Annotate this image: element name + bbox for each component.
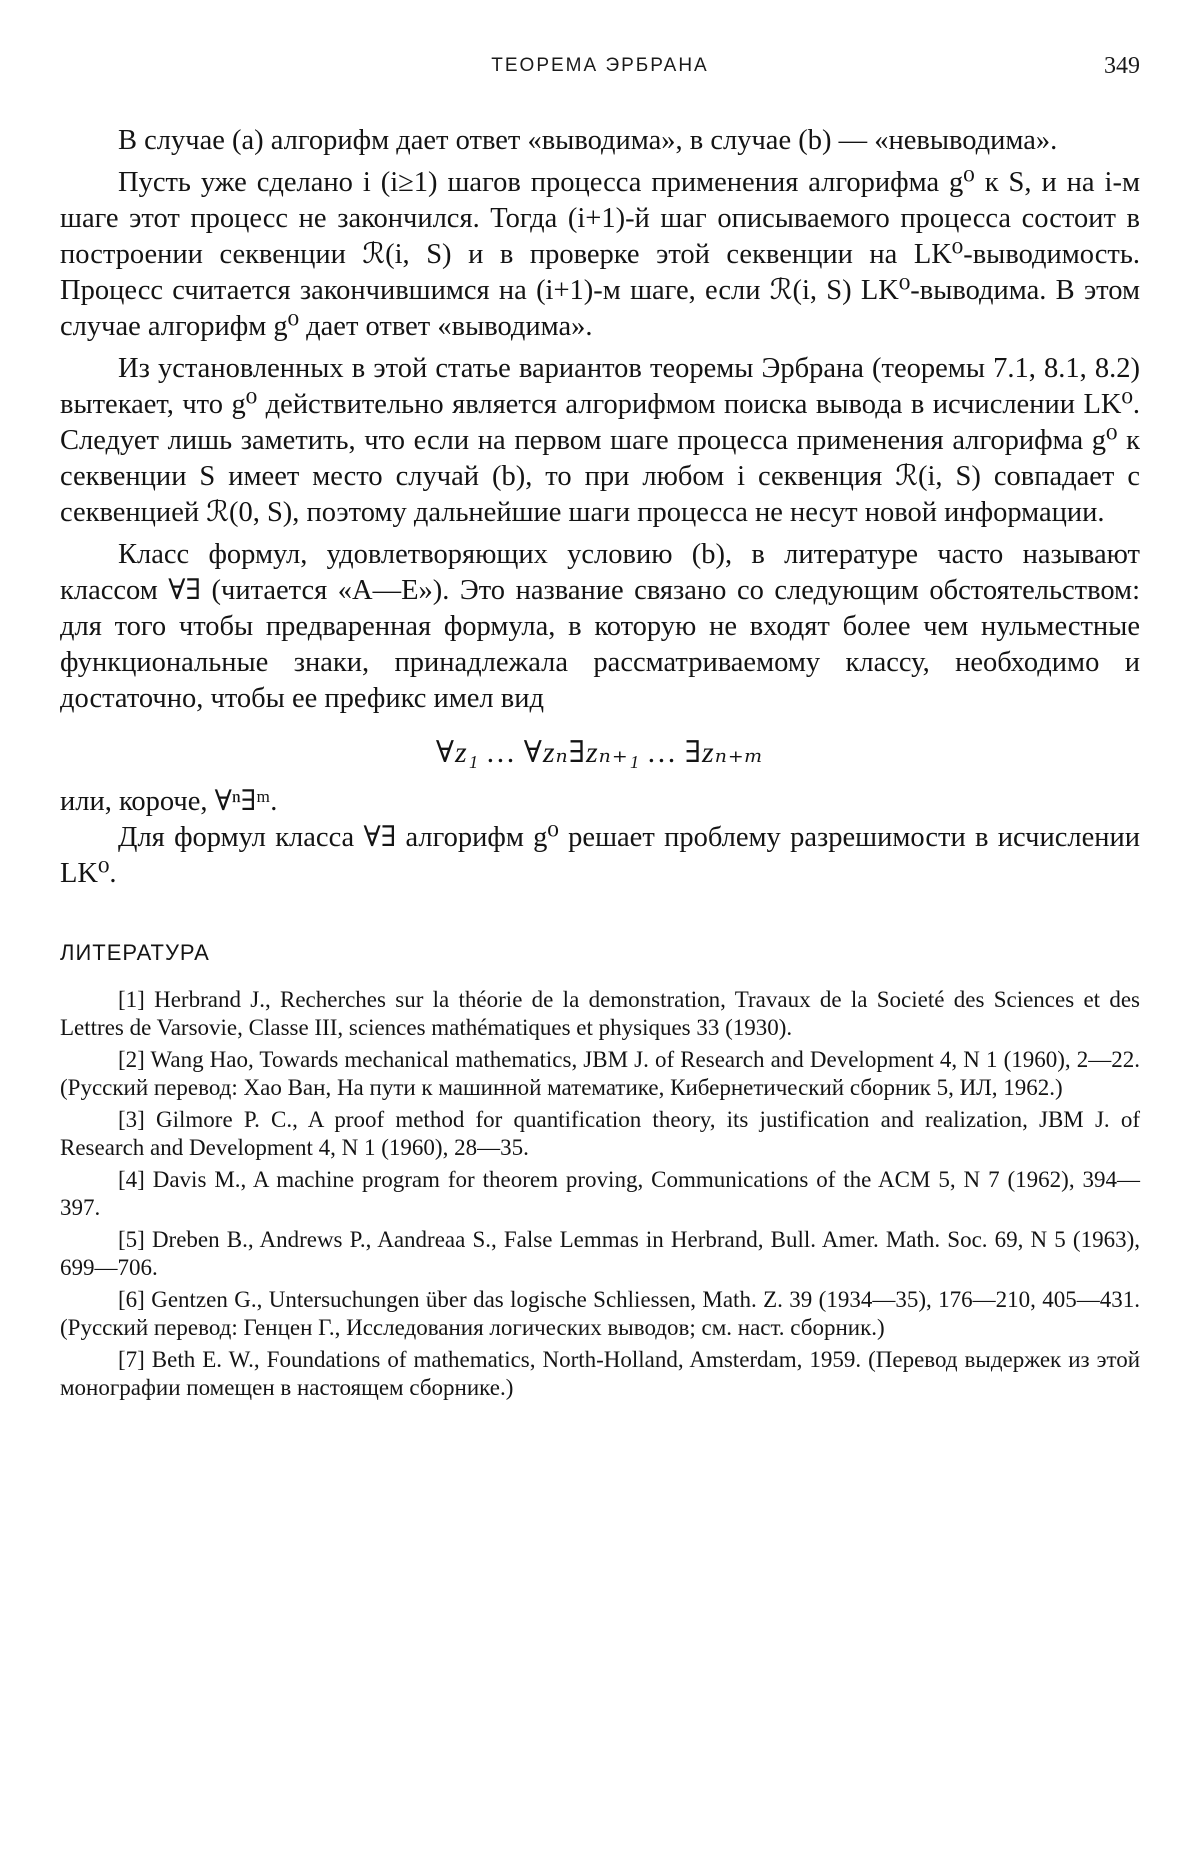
main-text bbox=[60, 123, 1140, 892]
references-list bbox=[60, 986, 1140, 1402]
paragraph-case-answer: В случае (а) алгорифм дает ответ «выводима», в случае (b) — «невыводима». bbox=[118, 125, 1058, 156]
references-heading: ЛИТЕРАТУРА bbox=[60, 940, 210, 965]
paragraph-step-description: Пусть уже сделано i (i≥1) шагов процесса применения алгорифма g⁰ к S, и на i-м шаге этот процесс не закончился. Тогда (i+1)-й шаг описываемого процесса состоит в построении секвенции ℛ(i, S) и в проверке этой секвенции на LK⁰-выводимость. Процесс считается закончившимся на (i+1)-м шаге, если ℛ(i, S) LK⁰-выводима. В этом случае алгорифм g⁰ дает ответ «выводима». bbox=[60, 167, 1140, 342]
running-title: ТЕОРЕМА ЭРБРАНА bbox=[491, 55, 709, 76]
paragraph-class-definition: Класс формул, удовлетворяющих условию (b), в литературе часто называют классом ∀∃ (читается «А—Е»). Это название связано со следующим обстоятельством: для того чтобы предваренная формула, в которую не входят более чем нульместные функциональные знаки, принадлежала рассматриваемому классу, необходимо и достаточно, чтобы ее префикс имел вид bbox=[60, 539, 1140, 714]
paragraph-herbrand-variants: Из установленных в этой статье вариантов теоремы Эрбрана (теоремы 7.1, 8.1, 8.2) вытекает, что g⁰ действительно является алгорифмом поиска вывода в исчислении LK⁰. Следует лишь заметить, что если на первом шаге процесса применения алгорифма g⁰ к секвенции S имеет место случай (b), то при любом i секвенция ℛ(i, S) совпадает с секвенцией ℛ(0, S), поэтому дальнейшие шаги процесса не несут новой информации. bbox=[60, 353, 1140, 528]
page-header bbox=[60, 55, 1140, 95]
reference-item: [6] Gentzen G., Untersuchungen über das logische Schliessen, Math. Z. 39 (1934—35), 176—210, 405—431. (Русский перевод: Генцен Г., Исследования логических выводов; см. наст. сборник.) bbox=[60, 1287, 1140, 1340]
reference-item: [7] Beth E. W., Foundations of mathematics, North-Holland, Amsterdam, 1959. (Перевод выдержек из этой монографии помещен в настоящем сборнике.) bbox=[60, 1347, 1140, 1400]
reference-item: [4] Davis M., A machine program for theorem proving, Communications of the ACM 5, N 7 (1962), 394—397. bbox=[60, 1167, 1140, 1220]
book-page bbox=[60, 55, 1140, 1406]
prefix-formula: ∀z₁ … ∀zₙ∃zₙ₊₁ … ∃zₙ₊ₘ bbox=[435, 736, 765, 769]
paragraph-short-form: или, короче, ∀ⁿ∃ᵐ. bbox=[60, 786, 278, 817]
reference-item: [2] Wang Hao, Towards mechanical mathematics, JBM J. of Research and Development 4, N 1 (1960), 2—22. (Русский перевод: Хао Ван, На пути к машинной математике, Кибернетический сборник 5, ИЛ, 1962.) bbox=[60, 1047, 1140, 1100]
page-number: 349 bbox=[1104, 53, 1140, 79]
reference-item: [1] Herbrand J., Recherches sur la théorie de la demonstration, Travaux de la Societé des Sciences et des Lettres de Varsovie, Classe III, sciences mathématiques et physiques 33 (1930). bbox=[60, 987, 1140, 1040]
paragraph-decidability: Для формул класса ∀∃ алгорифм g⁰ решает проблему разрешимости в исчислении LK⁰. bbox=[60, 822, 1140, 889]
reference-item: [3] Gilmore P. C., A proof method for quantification theory, its justification and realization, JBM J. of Research and Development 4, N 1 (1960), 28—35. bbox=[60, 1107, 1140, 1160]
reference-item: [5] Dreben B., Andrews P., Aandreaa S., False Lemmas in Herbrand, Bull. Amer. Math. Soc. 69, N 5 (1963), 699—706. bbox=[60, 1227, 1140, 1280]
